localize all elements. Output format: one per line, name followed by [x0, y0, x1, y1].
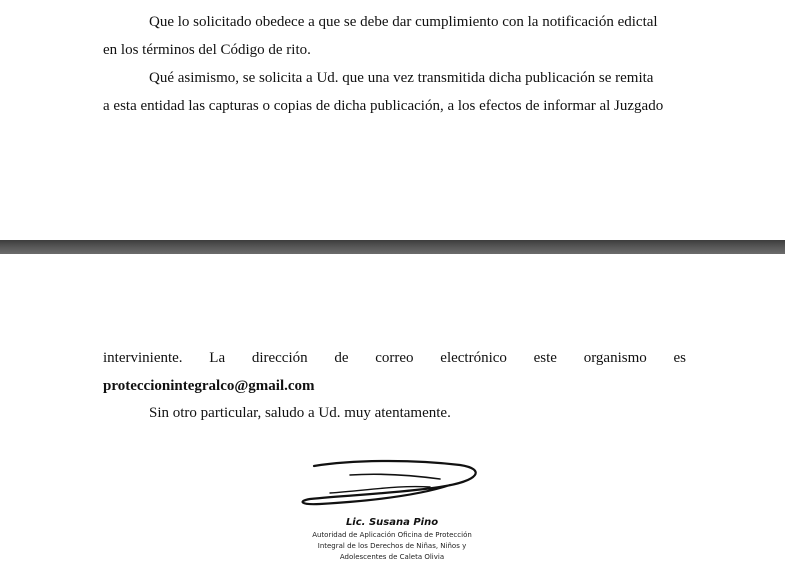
page-separator [0, 240, 785, 254]
signatory-name: Lic. Susana Pino [345, 517, 439, 528]
signatory-title-line-2: Integral de los Derechos de Niñas, Niños y [317, 542, 467, 550]
signatory-title-line-1: Autoridad de Aplicación Oficina de Protección [312, 531, 472, 539]
word: este [533, 350, 557, 366]
word: correo [375, 350, 414, 366]
paragraph-2-line-1: Qué asimismo, se solicita a Ud. que una vez transmitida dicha publicación se remita [149, 70, 654, 86]
word: interviniente. [103, 350, 183, 366]
word: es [673, 350, 686, 366]
word: de [334, 350, 349, 366]
word: electrónico [440, 350, 507, 366]
signatory-title-line-3: Adolescentes de Caleta Olivia [339, 553, 445, 561]
paragraph-1-line-2: en los términos del Código de rito. [103, 42, 311, 58]
paragraph-2-line-3 [103, 349, 686, 367]
handwritten-signature [290, 455, 490, 515]
paragraph-1-line-1: Que lo solicitado obedece a que se debe dar cumplimiento con la notificación edictal [149, 14, 658, 30]
paragraph-2-line-2: a esta entidad las capturas o copias de dicha publicación, a los efectos de informar al Juzgado [103, 98, 664, 114]
word: dirección [251, 350, 308, 366]
word: organismo [583, 350, 647, 366]
document-page-1 [0, 0, 785, 240]
email-address: proteccionintegralco@gmail.com [103, 378, 315, 394]
closing-line: Sin otro particular, saludo a Ud. muy atentamente. [149, 405, 451, 421]
word: La [209, 350, 226, 366]
